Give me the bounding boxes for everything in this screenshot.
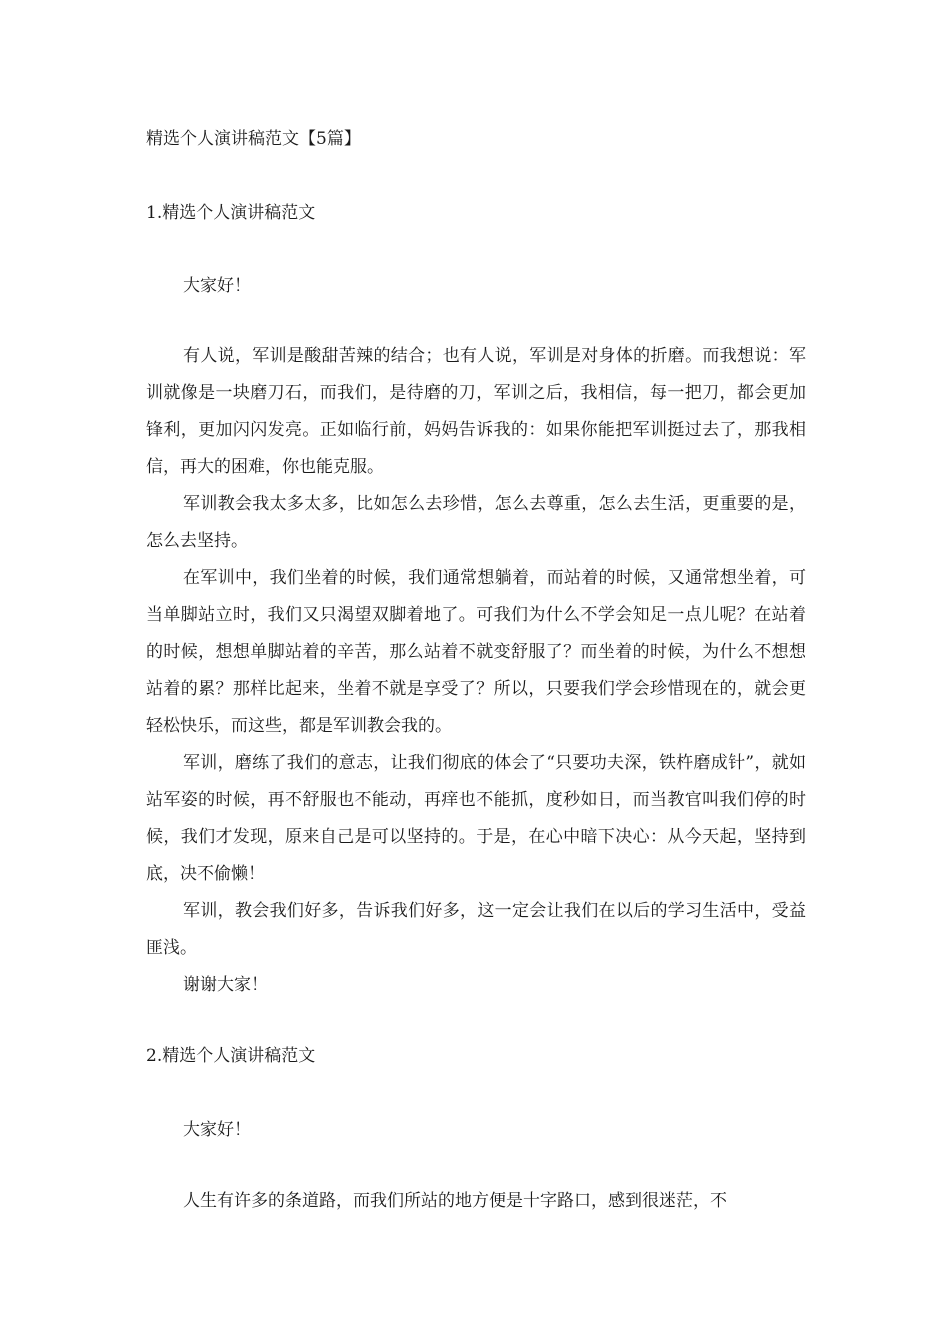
section-1-greeting: 大家好！ bbox=[183, 276, 251, 296]
section-2-greeting: 大家好！ bbox=[183, 1120, 251, 1140]
section-2-paragraph: 人生有许多的条道路，而我们所站的地方便是十字路口，感到很迷茫，不 bbox=[183, 1191, 727, 1211]
paragraph: 军训，教会我们好多，告诉我们好多，这一定会让我们在以后的学习生活中，受益匪浅。 bbox=[146, 901, 806, 958]
paragraph: 军训，磨练了我们的意志，让我们彻底的体会了“只要功夫深，铁杵磨成针”，就如站军姿的时候，再不舒服也不能动，再痒也不能抓，度秒如日，而当教官叫我们停的时候，我们才发现，原来自己是可以坚持的。于是，在心中暗下决心：从今天起，坚持到底，决不偷懒！ bbox=[146, 753, 806, 884]
paragraph: 谢谢大家！ bbox=[183, 975, 268, 995]
section-1-heading: 1.精选个人演讲稿范文 bbox=[146, 203, 316, 223]
section-1-body bbox=[146, 338, 806, 1004]
paragraph: 军训教会我太多太多，比如怎么去珍惜，怎么去尊重，怎么去生活，更重要的是，怎么去坚持。 bbox=[146, 494, 806, 551]
section-2-heading: 2.精选个人演讲稿范文 bbox=[146, 1046, 316, 1066]
paragraph: 有人说，军训是酸甜苦辣的结合；也有人说，军训是对身体的折磨。而我想说：军训就像是一块磨刀石，而我们，是待磨的刀，军训之后，我相信，每一把刀，都会更加锋利，更加闪闪发亮。正如临行前，妈妈告诉我的：如果你能把军训挺过去了，那我相信，再大的困难，你也能克服。 bbox=[146, 346, 806, 477]
document-title: 精选个人演讲稿范文【5篇】 bbox=[146, 129, 361, 149]
paragraph: 在军训中，我们坐着的时候，我们通常想躺着，而站着的时候，又通常想坐着，可当单脚站立时，我们又只渴望双脚着地了。可我们为什么不学会知足一点儿呢？在站着的时候，想想单脚站着的辛苦，那么站着不就变舒服了？而坐着的时候，为什么不想想站着的累？那样比起来，坐着不就是享受了？所以，只要我们学会珍惜现在的，就会更轻松快乐，而这些，都是军训教会我的。 bbox=[146, 568, 806, 736]
